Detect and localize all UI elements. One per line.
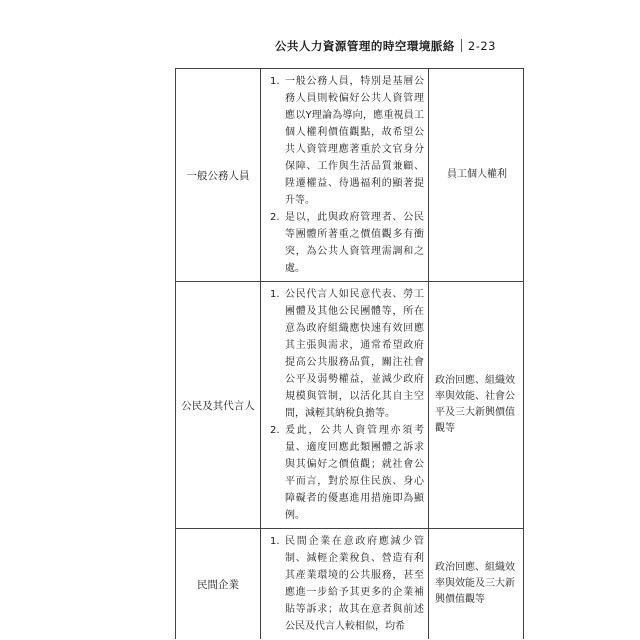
actor-cell: 一般公務人員 (176, 69, 261, 282)
list-item: 1. 民間企業在意政府應減少管制、減輕企業稅負、營造有利其產業環境的公共服務，甚至應進一步給予其更多的企業補貼等訴求；故其在意者與前述公民及代言人較相似，均希 (270, 536, 424, 632)
table-row (176, 69, 524, 282)
table-row (176, 282, 524, 529)
point-list (267, 73, 424, 277)
list-item: 1. 一般公務人員，特別是基層公務人員則較偏好公共人資管理應以Y理論為導向，應重視員工個人權利價值觀點，故希望公共人資管理應著重於文官身分保障、工作與生活品質兼顧、陞遷權益、待遇福利的顯著提升等。 (270, 76, 424, 206)
value-cell: 員工個人權利 (429, 69, 524, 282)
value-cell: 政治回應、組織效率與效能及三大新興價值觀等 (429, 529, 524, 640)
description-cell (261, 529, 429, 640)
value-cell: 政治回應、組織效率與效能、社會公平及三大新興價值觀等 (429, 282, 524, 529)
list-item: 2. 是以，此與政府管理者、公民等團體所著重之價值觀多有衝突，為公共人資管理需調和之處。 (270, 212, 424, 274)
list-item: 1. 公民代言人如民意代表、勞工團體及其他公民團體等，所在意為政府組織應快速有效回應其主張與需求，通常希望政府提高公共服務品質，關注社會公平及弱勢權益，並減少政府規模與管制，以活化其自主空間，減輕其納稅負擔等。 (270, 289, 424, 419)
header-divider (461, 39, 462, 52)
actor-cell: 民間企業 (176, 529, 261, 640)
running-header (275, 38, 496, 54)
description-cell (261, 69, 429, 282)
page-number: 2-23 (467, 39, 496, 53)
point-list (267, 286, 424, 524)
point-list (267, 533, 424, 635)
actor-cell: 公民及其代言人 (176, 282, 261, 529)
description-cell (261, 282, 429, 529)
header-title: 公共人力資源管理的時空環境脈絡 (274, 39, 455, 53)
list-item: 2. 爰此，公共人資管理亦須考量、適度回應此類團體之訴求與其偏好之價值觀；就社會公平而言，對於原住民族、身心障礙者的優惠進用措施即為顯例。 (270, 425, 424, 521)
stakeholder-values-table (175, 68, 524, 639)
table-row (176, 529, 524, 640)
